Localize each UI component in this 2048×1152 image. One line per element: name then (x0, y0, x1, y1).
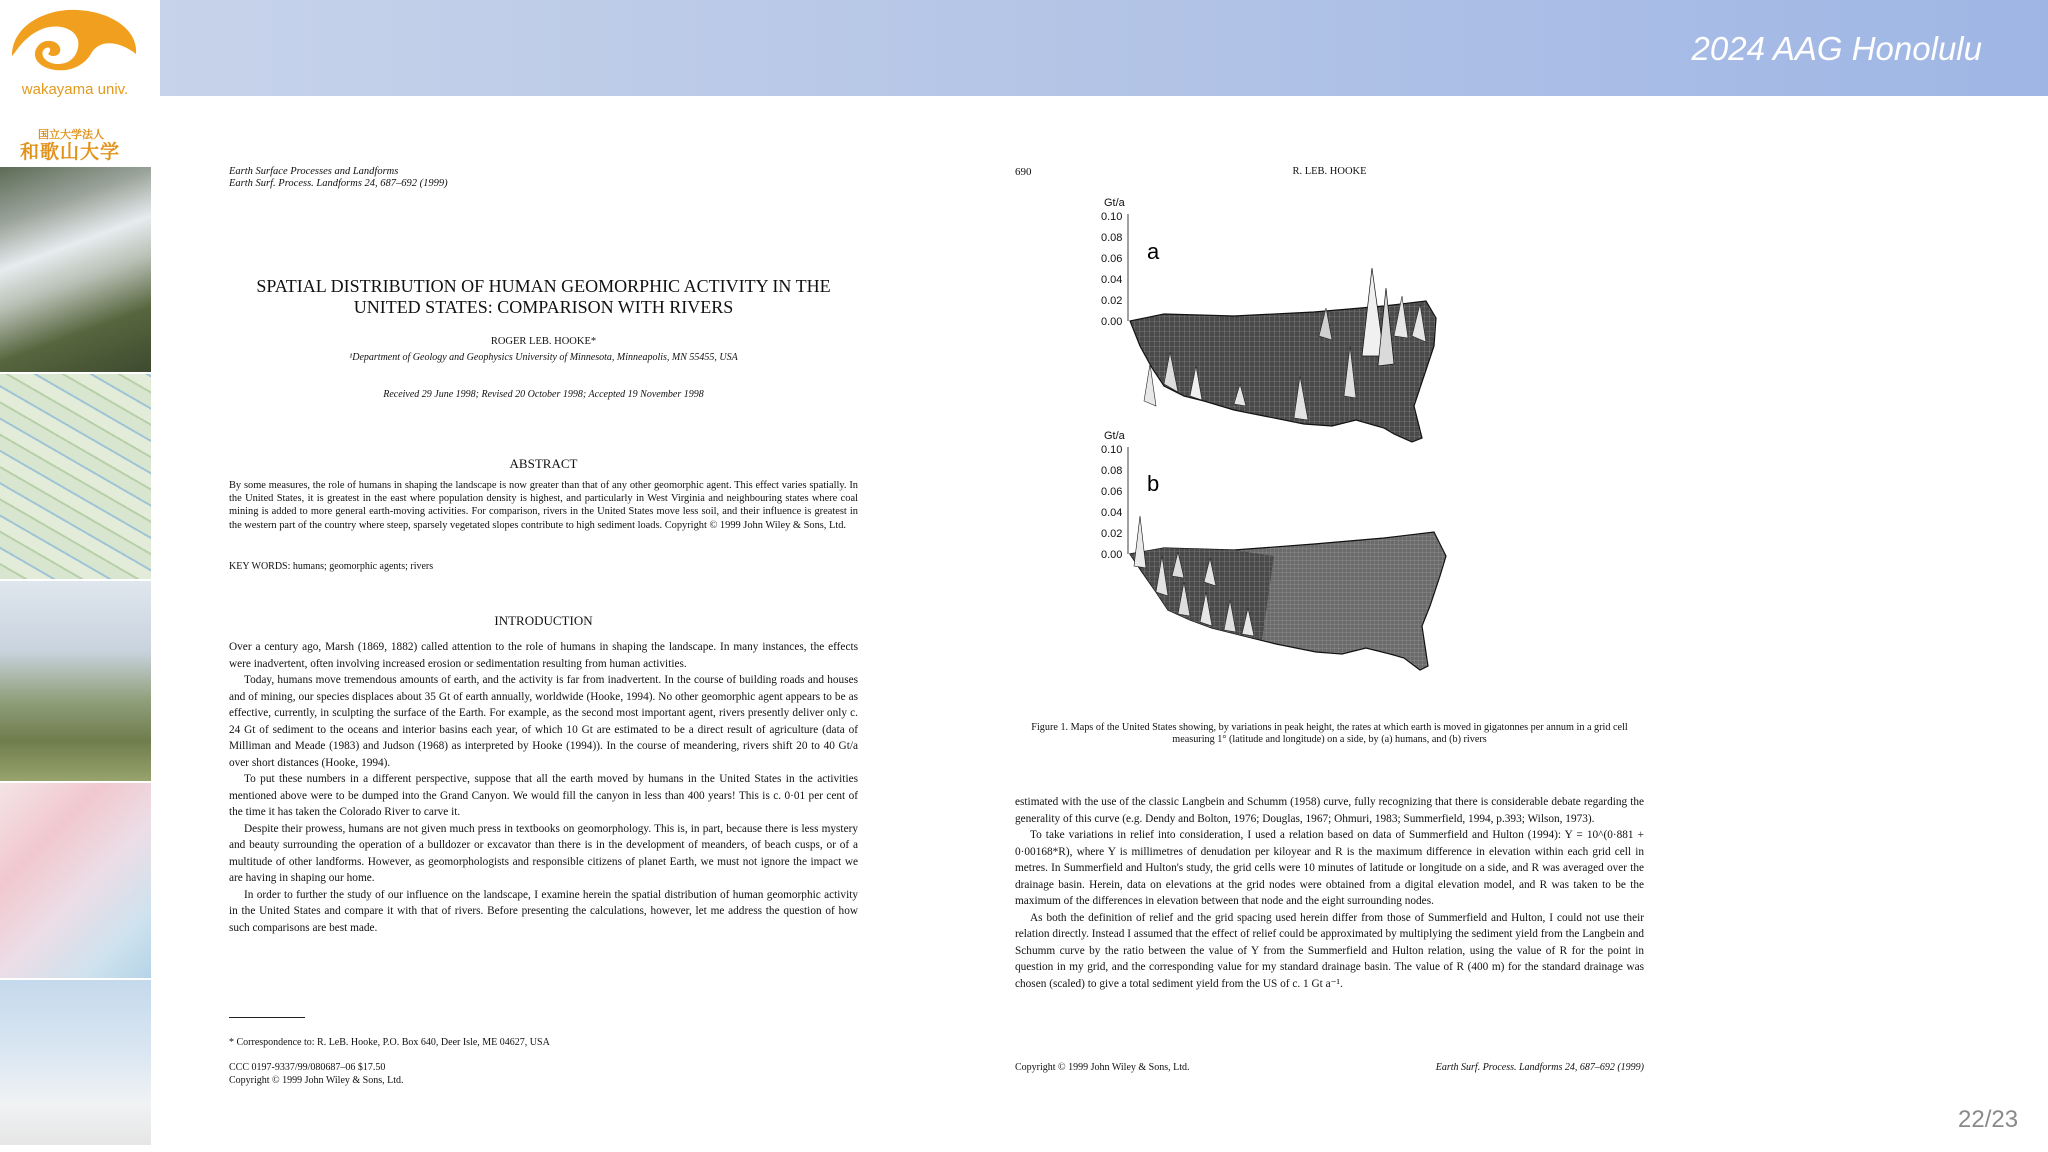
logo-jp-large: 和歌山大学 (20, 141, 121, 163)
abstract-text: By some measures, the role of humans in shaping the landscape is now greater than that of any other geomorphic agent. This effect varies spatially. In the United States, it is greatest in the east where population density is highest, and particularly in West Virginia and neighbouring states where coal mining is added to more general earth-moving activities. For comparison, rivers in the United States move less soil, and their influence is greatest in the western part of the country where steep, sparsely vegetated slopes contribute to high sediment loads. Copyright © 1999 John Wiley & Sons, Ltd. (229, 480, 858, 531)
sidebar (0, 0, 160, 1152)
header-band (160, 0, 2048, 96)
abstract-heading: ABSTRACT (509, 456, 578, 471)
paper-page-left (229, 166, 858, 1096)
ccc-code: CCC 0197-9337/99/080687–06 $17.50 (229, 1062, 386, 1073)
journal-footer: Earth Surf. Process. Landforms 24, 687–692 (1999) (1435, 1062, 1644, 1073)
axis-unit: Gt/a (1104, 197, 1125, 209)
footnote-rule (229, 1017, 305, 1018)
author: ROGER LEB. HOOKE* (490, 336, 597, 347)
tick-label: 0.10 (1101, 211, 1123, 223)
tick-label: 0.00 (1101, 549, 1123, 561)
ccc-block (229, 1062, 404, 1087)
tick-label: 0.06 (1101, 253, 1123, 265)
affiliation: ¹Department of Geology and Geophysics University of Minnesota, Minneapolis, MN 55455, USA (349, 352, 738, 363)
map-photo (0, 374, 151, 579)
axis-unit: Gt/a (1104, 430, 1125, 442)
slide-counter: 22/23 (1958, 1106, 2019, 1133)
panel-a-label: a (1147, 239, 1160, 264)
paragraph: Over a century ago, Marsh (1869, 1882) called attention to the role of humans in shaping the landscape. In many instances, the effects were inadvertent, often involving increased erosion or sedimentation resulting from human activities. (229, 641, 858, 670)
paragraph: Today, humans move tremendous amounts of earth, and the activity is far from inadvertent. In the course of building roads and houses and of mining, our species displaces about 35 Gt of earth annually, worldwide (Hooke, 1994). No other geomorphic agent appears to be as effective, currently, in sculpting the surface of the Earth. For example, as the second most important agent, rivers presently deliver only c. 24 Gt of sediment to the oceans and interior basins each year, of which 10 Gt are estimated to be a direct result of agriculture (data of Milliman and Meade (1983) and Judson (1968) as interpreted by Hooke (1994)). In the course of meandering, rivers shift 20 to 40 Gt/a over short distances (Hooke, 1994). (229, 674, 858, 769)
intro-heading: INTRODUCTION (494, 613, 593, 628)
logo-wordmark: wakayama univ. (21, 81, 129, 98)
waterfall-photo (0, 167, 151, 372)
paragraph: To take variations in relief into consideration, I used a relation based on data of Summerfield and Hulton (1994): Y = 10^(0·881 + 0·00168*R), where Y is millimetres of denudation per kiloyear and R is the maximum difference in elevation within each grid cell in metres. In Summerfield and Hulton's study, the grid cells were 10 minutes of latitude or longitude on a side, and R was averaged over the drainage basin. Herein, data on elevations at the grid nodes were obtained from a digital elevation model, and R was taken to be the maximum of the differences in elevation between that node and the eight surrounding nodes. (1015, 829, 1644, 907)
figure-maps (1094, 196, 1594, 736)
paper-page-right (1015, 166, 1644, 1096)
tick-label: 0.02 (1101, 528, 1123, 540)
tick-label: 0.08 (1101, 232, 1123, 244)
tick-label: 0.02 (1101, 295, 1123, 307)
blossom-photo (0, 783, 151, 978)
seaside-photo (0, 980, 151, 1145)
paragraph: Despite their prowess, humans are not given much press in textbooks on geomorphology. This is, in part, because there is less mystery and beauty surrounding the operation of a bulldozer or excavator than there is in the development of meanders, of beach cusps, or of a multitude of other landforms. However, as geomorphologists and responsible citizens of planet Earth, we must not ignore the impact we are having in shaping our home. (229, 822, 858, 884)
correspondence-note: * Correspondence to: R. LeB. Hooke, P.O. Box 640, Deer Isle, ME 04627, USA (229, 1037, 550, 1048)
figure-caption: Figure 1. Maps of the United States showing, by variations in peak height, the rates at which earth is moved in gigatonnes per annum in a grid cell measuring 1° (latitude and longitude) on a side, by (a) humans, and (b) rivers (1031, 722, 1628, 745)
paragraph: estimated with the use of the classic Langbein and Schumm (1958) curve, fully recognizing that there is considerable debate regarding the generality of this curve (e.g. Dendy and Bolton, 1976; Douglas, 1967; Ohmuri, 1983; Summerfield, 1994, p.393; Wilson, 1973). (1015, 796, 1644, 825)
paragraph: To put these numbers in a different perspective, suppose that all the earth moved by humans in the United States in the activities mentioned above were to be dumped into the Grand Canyon. We would fill the canyon in less than 400 years! This is c. 0·01 per cent of the time it has taken the Colorado River to carve it. (229, 773, 858, 818)
received-dates: Received 29 June 1998; Revised 20 October 1998; Accepted 19 November 1998 (383, 389, 704, 400)
paragraph: In order to further the study of our influence on the landscape, I examine herein the spatial distribution of human geomorphic activity in the United States and compare it with that of rivers. Before presenting the calculations, however, let me address the question of how such comparisons are best made. (229, 888, 858, 934)
running-head: R. LEB. HOOKE (1292, 166, 1367, 177)
paper-title: SPATIAL DISTRIBUTION OF HUMAN GEOMORPHIC ACTIVITY IN THE UNITED STATES: COMPARISON WITH RIVERS (256, 276, 831, 317)
map-rivers (1130, 516, 1446, 670)
intro-body (229, 639, 858, 936)
tick-label: 0.06 (1101, 486, 1123, 498)
journal-citation: Earth Surf. Process. Landforms 24, 687–692 (1999) (229, 178, 448, 189)
panel-a-axis (1101, 197, 1128, 328)
body-text (1015, 794, 1644, 992)
panel-b-axis (1101, 430, 1128, 561)
page-number: 690 (1015, 166, 1032, 178)
garden-photo (0, 581, 151, 781)
conference-title: 2024 AAG Honolulu (1691, 30, 1982, 67)
university-logo (8, 6, 142, 163)
tick-label: 0.04 (1101, 507, 1123, 519)
journal-name: Earth Surface Processes and Landforms (229, 166, 399, 177)
copyright-line: Copyright © 1999 John Wiley & Sons, Ltd. (229, 1074, 404, 1086)
tick-label: 0.10 (1101, 444, 1123, 456)
wave-emblem-icon (8, 6, 142, 86)
copyright-line: Copyright © 1999 John Wiley & Sons, Ltd. (1015, 1062, 1190, 1073)
tick-label: 0.00 (1101, 316, 1123, 328)
tick-label: 0.08 (1101, 465, 1123, 477)
tick-label: 0.04 (1101, 274, 1123, 286)
map-humans (1130, 268, 1436, 442)
keywords: KEY WORDS: humans; geomorphic agents; rivers (229, 561, 434, 572)
paragraph: As both the definition of relief and the grid spacing used herein differ from those of Summerfield and Hulton, I could not use their relation directly. Instead I assumed that the effect of relief could be approximated by multiplying the sediment yield from the Langbein and Schumm curve by the ratio between the value of Y from the Summerfield and Hulton relation, using the value of R for the point in question in my grid, and the corresponding value for my standard drainage basin. The value of R (400 m) for the standard drainage was chosen (scaled) to give a total sediment yield from the US of c. 1 Gt a⁻¹. (1015, 911, 1644, 990)
panel-b-label: b (1147, 471, 1160, 496)
logo-jp-small: 国立大学法人 (38, 128, 104, 141)
